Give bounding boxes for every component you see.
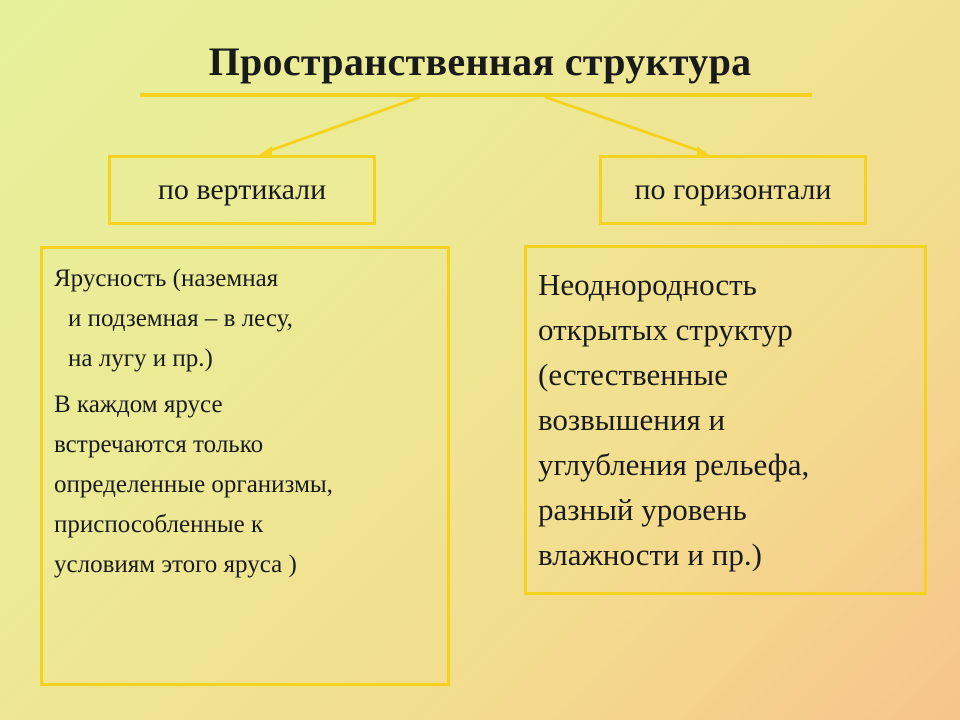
horizontal-branch-box bbox=[599, 155, 867, 225]
page-title: Пространственная структура bbox=[208, 39, 752, 84]
vertical-description-box bbox=[40, 246, 450, 686]
vertical-text-line: определенные организмы, bbox=[54, 471, 333, 498]
horizontal-text-line: (естественные bbox=[538, 357, 728, 392]
vertical-branch-label: по вертикали bbox=[157, 173, 327, 206]
vertical-text-line: на лугу и пр.) bbox=[68, 345, 213, 372]
vertical-text-line: и подземная – в лесу, bbox=[68, 305, 293, 332]
arrow-line-left bbox=[266, 97, 420, 152]
vertical-text-line: приспособленные к bbox=[54, 511, 264, 538]
vertical-text-line: встречаются только bbox=[54, 431, 264, 458]
horizontal-text-line: разный уровень bbox=[538, 492, 747, 527]
horizontal-text-line: возвышения и bbox=[538, 402, 726, 437]
horizontal-text-line: открытых структур bbox=[538, 312, 793, 347]
horizontal-text-line: влажности и пр.) bbox=[538, 537, 762, 572]
vertical-branch-box bbox=[108, 155, 376, 225]
vertical-text-line: Ярусность (наземная bbox=[54, 265, 279, 292]
horizontal-branch-label: по горизонтали bbox=[634, 173, 832, 206]
horizontal-text-line: Неоднородность bbox=[538, 267, 757, 302]
vertical-text-line: условиям этого яруса ) bbox=[54, 551, 297, 578]
arrow-line-right bbox=[545, 97, 703, 152]
horizontal-description-box bbox=[524, 245, 927, 595]
horizontal-text-line: углубления рельефа, bbox=[538, 447, 810, 482]
vertical-text-line: В каждом ярусе bbox=[54, 391, 223, 418]
